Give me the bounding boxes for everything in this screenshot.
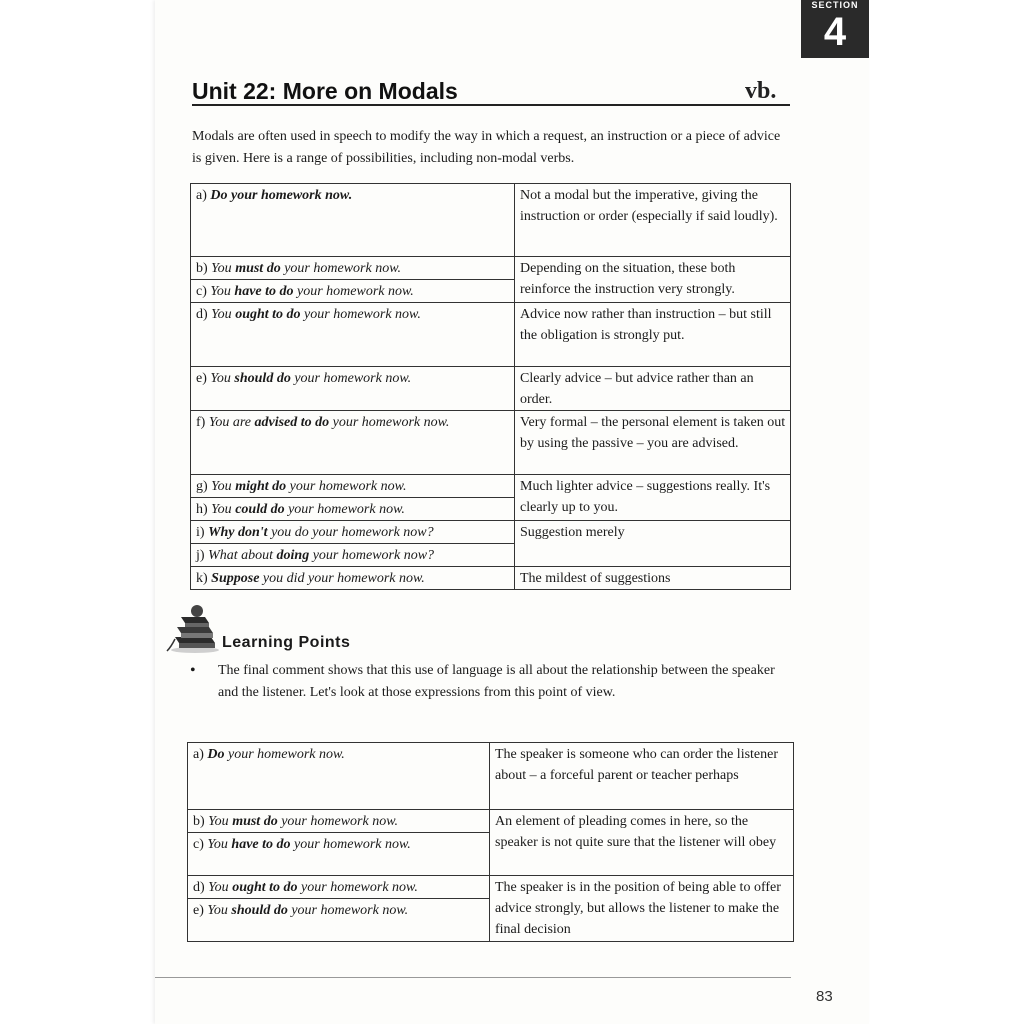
example-text-segment: Do bbox=[207, 747, 225, 762]
example-cell bbox=[191, 567, 515, 590]
example-text-segment: You bbox=[210, 284, 235, 299]
example-text-segment: must do bbox=[232, 814, 278, 829]
example-text-segment: You bbox=[208, 880, 233, 895]
example-cell bbox=[188, 876, 490, 899]
example-text-segment: c) bbox=[193, 837, 208, 852]
page-number: 83 bbox=[816, 988, 833, 1005]
example-text-segment: your homework now. bbox=[224, 747, 345, 762]
example-text-segment: You are bbox=[208, 415, 255, 430]
table-row bbox=[191, 521, 791, 544]
books-stack-icon bbox=[165, 603, 223, 655]
example-cell bbox=[188, 833, 490, 876]
example-cell bbox=[191, 544, 515, 567]
example-text-segment: your homework now. bbox=[297, 880, 418, 895]
explanation-cell: Much lighter advice – suggestions really. It's clearly up to you. bbox=[515, 475, 791, 521]
example-text-segment: you do your homework now? bbox=[267, 525, 434, 540]
section-number: 4 bbox=[823, 10, 847, 54]
example-cell bbox=[191, 411, 515, 475]
example-cell bbox=[191, 280, 515, 303]
table-row bbox=[191, 303, 791, 367]
example-text-segment: d) bbox=[193, 880, 209, 895]
explanation-cell: The speaker is in the position of being able to offer advice strongly, but allows the listener to make the final decision bbox=[490, 876, 794, 942]
example-text-segment: ought to do bbox=[232, 880, 298, 895]
example-text-segment: your homework now. bbox=[280, 261, 401, 276]
example-cell bbox=[191, 521, 515, 544]
modals-table bbox=[190, 183, 791, 590]
example-text-segment: your homework now? bbox=[309, 548, 435, 563]
example-text-segment: b) bbox=[193, 814, 209, 829]
example-text-segment: your homework now. bbox=[300, 307, 421, 322]
explanation-cell: The mildest of suggestions bbox=[515, 567, 791, 590]
example-cell bbox=[191, 257, 515, 280]
example-text-segment: have to do bbox=[231, 837, 291, 852]
example-cell bbox=[188, 899, 490, 942]
example-text-segment: must do bbox=[235, 261, 281, 276]
example-text-segment: a) bbox=[196, 188, 211, 203]
example-text-segment: g) bbox=[196, 479, 212, 494]
example-cell bbox=[191, 498, 515, 521]
example-cell bbox=[191, 303, 515, 367]
learning-points-text: The final comment shows that this use of language is all about the relationship between the speaker and the listener. Let's look at those expressions from this point of view. bbox=[218, 663, 775, 700]
example-text-segment: Suppose bbox=[211, 571, 260, 586]
section-label: SECTION bbox=[811, 0, 859, 10]
example-text-segment: your homework now. bbox=[290, 837, 411, 852]
example-text-segment: What about bbox=[208, 548, 277, 563]
example-text-segment: might do bbox=[235, 479, 287, 494]
table-row bbox=[191, 257, 791, 280]
section-tab bbox=[801, 0, 869, 58]
example-text-segment: have to do bbox=[234, 284, 294, 299]
example-text-segment: h) bbox=[196, 502, 212, 517]
example-text-segment: e) bbox=[196, 371, 211, 386]
example-text-segment: c) bbox=[196, 284, 211, 299]
bullet-marker: • bbox=[190, 662, 196, 679]
explanation-cell: Very formal – the personal element is taken out by using the passive – you are advised. bbox=[515, 411, 791, 475]
explanation-cell: Depending on the situation, these both reinforce the instruction very strongly. bbox=[515, 257, 791, 303]
example-text-segment: you did your homework now. bbox=[259, 571, 425, 586]
table-row bbox=[191, 567, 791, 590]
table-row bbox=[191, 184, 791, 257]
modals-table-body bbox=[191, 184, 791, 590]
learning-points-heading: Learning Points bbox=[222, 634, 351, 651]
example-text-segment: i) bbox=[196, 525, 209, 540]
speaker-listener-table-body bbox=[188, 743, 794, 942]
example-text-segment: e) bbox=[193, 903, 208, 918]
explanation-cell: An element of pleading comes in here, so the speaker is not quite sure that the listener will obey bbox=[490, 810, 794, 876]
page-title: Unit 22: More on Modals bbox=[192, 78, 458, 104]
explanation-cell: Suggestion merely bbox=[515, 521, 791, 567]
example-text-segment: doing bbox=[276, 548, 310, 563]
example-text-segment: your homework now. bbox=[284, 502, 405, 517]
example-text-segment: advised to do bbox=[254, 415, 330, 430]
example-text-segment: your homework now. bbox=[287, 903, 409, 918]
example-text-segment: b) bbox=[196, 261, 212, 276]
table-row bbox=[188, 743, 794, 810]
table-row bbox=[188, 876, 794, 899]
example-text-segment: d) bbox=[196, 307, 212, 322]
table-row bbox=[191, 475, 791, 498]
example-text-segment: ought to do bbox=[235, 307, 301, 322]
example-cell bbox=[188, 743, 490, 810]
example-cell bbox=[191, 367, 515, 411]
explanation-cell: Advice now rather than instruction – but still the obligation is strongly put. bbox=[515, 303, 791, 367]
intro-paragraph: Modals are often used in speech to modify the way in which a request, an instruction or a piece of advice is given. Here is a range of possibilities, including non-modal verbs. bbox=[192, 129, 781, 166]
example-text-segment: You bbox=[211, 502, 236, 517]
example-text-segment: your homework now. bbox=[293, 284, 414, 299]
explanation-cell: Clearly advice – but advice rather than an order. bbox=[515, 367, 791, 411]
table-row bbox=[191, 411, 791, 475]
table-row bbox=[191, 367, 791, 411]
example-text-segment: your homework now. bbox=[286, 479, 407, 494]
example-cell bbox=[188, 810, 490, 833]
explanation-cell: The speaker is someone who can order the listener about – a forceful parent or teacher perhaps bbox=[490, 743, 794, 810]
example-text-segment: You bbox=[210, 371, 235, 386]
explanation-cell: Not a modal but the imperative, giving the instruction or order (especially if said loudly). bbox=[515, 184, 791, 257]
example-text-segment: You bbox=[211, 261, 236, 276]
example-text-segment: You bbox=[208, 814, 233, 829]
category-tag: vb. bbox=[745, 78, 777, 104]
example-text-segment: your homework now. bbox=[329, 415, 450, 430]
footer-rule bbox=[155, 977, 791, 978]
table-row bbox=[188, 810, 794, 833]
example-text-segment: You bbox=[211, 307, 236, 322]
example-text-segment: should do bbox=[234, 371, 291, 386]
example-text-segment: Why don't bbox=[208, 525, 268, 540]
example-text-segment: k) bbox=[196, 571, 212, 586]
example-text-segment: You bbox=[207, 903, 232, 918]
example-text-segment: a) bbox=[193, 747, 208, 762]
example-cell bbox=[191, 475, 515, 498]
example-text-segment: j) bbox=[196, 548, 209, 563]
speaker-listener-table bbox=[187, 742, 794, 942]
example-text-segment: f) bbox=[196, 415, 209, 430]
example-text-segment: your homework now. bbox=[277, 814, 398, 829]
example-text-segment: could do bbox=[235, 502, 285, 517]
example-text-segment: You bbox=[207, 837, 232, 852]
example-text-segment: Do your homework now. bbox=[210, 188, 353, 203]
title-underline bbox=[192, 104, 790, 106]
example-text-segment: your homework now. bbox=[290, 371, 412, 386]
example-cell bbox=[191, 184, 515, 257]
example-text-segment: You bbox=[211, 479, 236, 494]
example-text-segment: should do bbox=[231, 903, 288, 918]
